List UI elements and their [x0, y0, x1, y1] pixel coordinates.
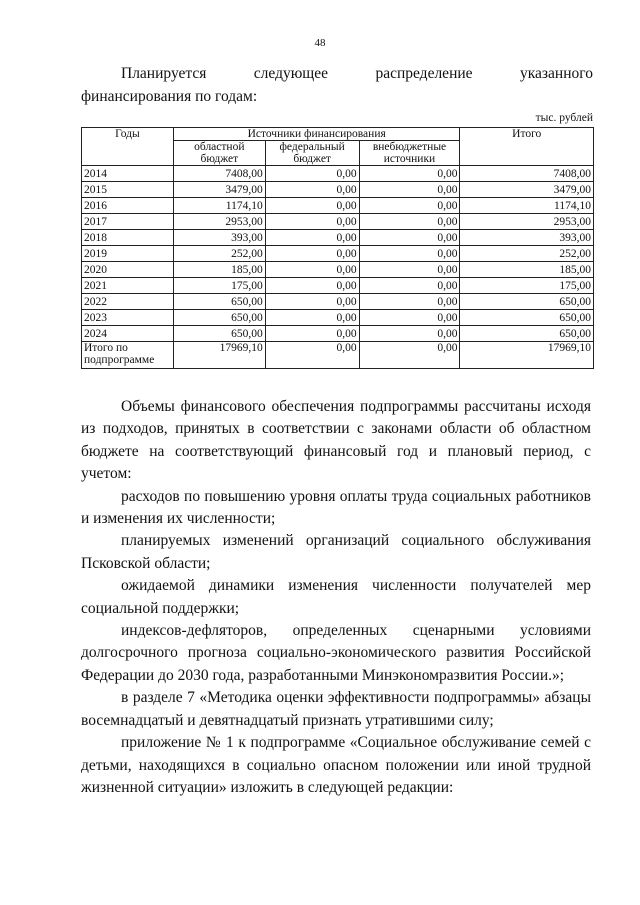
cell-regional: 185,00	[173, 262, 265, 278]
total-cell-regional: 17969,10	[173, 342, 265, 369]
table-row	[82, 262, 594, 278]
cell-regional: 3479,00	[173, 182, 265, 198]
cell-regional: 393,00	[173, 230, 265, 246]
cell-regional: 252,00	[173, 246, 265, 262]
cell-federal: 0,00	[265, 166, 359, 182]
table-row	[82, 326, 594, 342]
body-text	[81, 396, 591, 799]
cell-year: 2016	[82, 198, 174, 214]
table-row	[82, 230, 594, 246]
intro-line-1	[81, 62, 593, 85]
intro-word: следующее	[253, 65, 328, 82]
cell-federal: 0,00	[265, 278, 359, 294]
cell-year: 2019	[82, 246, 174, 262]
cell-total: 3479,00	[460, 182, 594, 198]
cell-regional: 650,00	[173, 326, 265, 342]
header-regional-budget: областной бюджет	[173, 141, 265, 166]
table-row	[82, 246, 594, 262]
cell-total: 252,00	[460, 246, 594, 262]
cell-year: 2018	[82, 230, 174, 246]
body-paragraph: Объемы финансового обеспечения подпрограммы рассчитаны исходя из подходов, принятых в соответствии с законами области об областном бюджете на соответствующий финансовый год и плановый период, с учетом:	[81, 398, 591, 483]
cell-federal: 0,00	[265, 198, 359, 214]
cell-extra: 0,00	[359, 310, 460, 326]
table-row	[82, 182, 594, 198]
body-paragraph: ожидаемой динамики изменения численности получателей мер социальной поддержки;	[81, 577, 591, 617]
cell-federal: 0,00	[265, 182, 359, 198]
intro-line-2: финансирования по годам:	[81, 88, 258, 105]
body-paragraph: приложение № 1 к подпрограмме «Социальное обслуживание семей с детьми, находящихся в социально опасном положении или иной трудной жизненной ситуации» изложить в следующей редакции:	[81, 734, 591, 796]
cell-extra: 0,00	[359, 294, 460, 310]
cell-extra: 0,00	[359, 182, 460, 198]
cell-extra: 0,00	[359, 246, 460, 262]
cell-federal: 0,00	[265, 230, 359, 246]
cell-regional: 2953,00	[173, 214, 265, 230]
unit-label: тыс. рублей	[535, 112, 593, 124]
financing-table	[81, 127, 594, 369]
cell-year: 2017	[82, 214, 174, 230]
table-total-row	[82, 342, 594, 369]
cell-year: 2023	[82, 310, 174, 326]
cell-total: 650,00	[460, 310, 594, 326]
header-extra-budget: внебюджетные источники	[359, 141, 460, 166]
cell-federal: 0,00	[265, 326, 359, 342]
cell-regional: 7408,00	[173, 166, 265, 182]
body-paragraph: планируемых изменений организаций социального обслуживания Псковской области;	[81, 532, 591, 572]
cell-year: 2014	[82, 166, 174, 182]
cell-year: 2015	[82, 182, 174, 198]
cell-federal: 0,00	[265, 310, 359, 326]
cell-regional: 650,00	[173, 310, 265, 326]
total-cell-extra: 0,00	[359, 342, 460, 369]
body-paragraph: расходов по повышению уровня оплаты труда социальных работников и изменения их численности;	[81, 487, 591, 528]
table-row	[82, 294, 594, 310]
cell-extra: 0,00	[359, 230, 460, 246]
total-cell-label: Итого по подпрограмме	[82, 342, 174, 369]
header-years: Годы	[82, 128, 174, 166]
intro-word: распределение	[375, 65, 473, 82]
cell-total: 175,00	[460, 278, 594, 294]
table-row	[82, 166, 594, 182]
cell-total: 1174,10	[460, 198, 594, 214]
total-cell-total: 17969,10	[460, 342, 594, 369]
page-number: 48	[314, 37, 326, 49]
cell-total: 185,00	[460, 262, 594, 278]
cell-federal: 0,00	[265, 294, 359, 310]
cell-total: 2953,00	[460, 214, 594, 230]
cell-regional: 650,00	[173, 294, 265, 310]
cell-federal: 0,00	[265, 262, 359, 278]
cell-regional: 175,00	[173, 278, 265, 294]
table-row	[82, 278, 594, 294]
cell-total: 393,00	[460, 230, 594, 246]
table-header-row	[82, 128, 594, 141]
cell-extra: 0,00	[359, 166, 460, 182]
body-paragraph: в разделе 7 «Методика оценки эффективности подпрограммы» абзацы восемнадцатый и девятнадцатый признать утратившими силу;	[81, 689, 591, 729]
cell-extra: 0,00	[359, 198, 460, 214]
cell-year: 2020	[82, 262, 174, 278]
header-total: Итого	[460, 128, 594, 166]
intro-word: указанного	[520, 65, 593, 82]
header-federal-budget: федеральный бюджет	[265, 141, 359, 166]
cell-federal: 0,00	[265, 214, 359, 230]
table-row	[82, 310, 594, 326]
intro-word: Планируется	[121, 65, 207, 82]
table-row	[82, 214, 594, 230]
cell-year: 2022	[82, 294, 174, 310]
total-cell-federal: 0,00	[265, 342, 359, 369]
cell-total: 650,00	[460, 326, 594, 342]
body-paragraph: индексов-дефляторов, определенных сценарными условиями долгосрочного прогноза социально-экономического развития Российской Федерации до 2030 года, разработанными Минэкономразвития России.»;	[81, 622, 591, 684]
cell-regional: 1174,10	[173, 198, 265, 214]
cell-year: 2024	[82, 326, 174, 342]
cell-extra: 0,00	[359, 278, 460, 294]
header-sources: Источники финансирования	[173, 128, 460, 141]
table-row	[82, 198, 594, 214]
table-body	[82, 166, 594, 369]
cell-federal: 0,00	[265, 246, 359, 262]
cell-total: 7408,00	[460, 166, 594, 182]
intro-paragraph	[81, 62, 593, 108]
cell-year: 2021	[82, 278, 174, 294]
cell-extra: 0,00	[359, 326, 460, 342]
cell-extra: 0,00	[359, 214, 460, 230]
cell-extra: 0,00	[359, 262, 460, 278]
cell-total: 650,00	[460, 294, 594, 310]
